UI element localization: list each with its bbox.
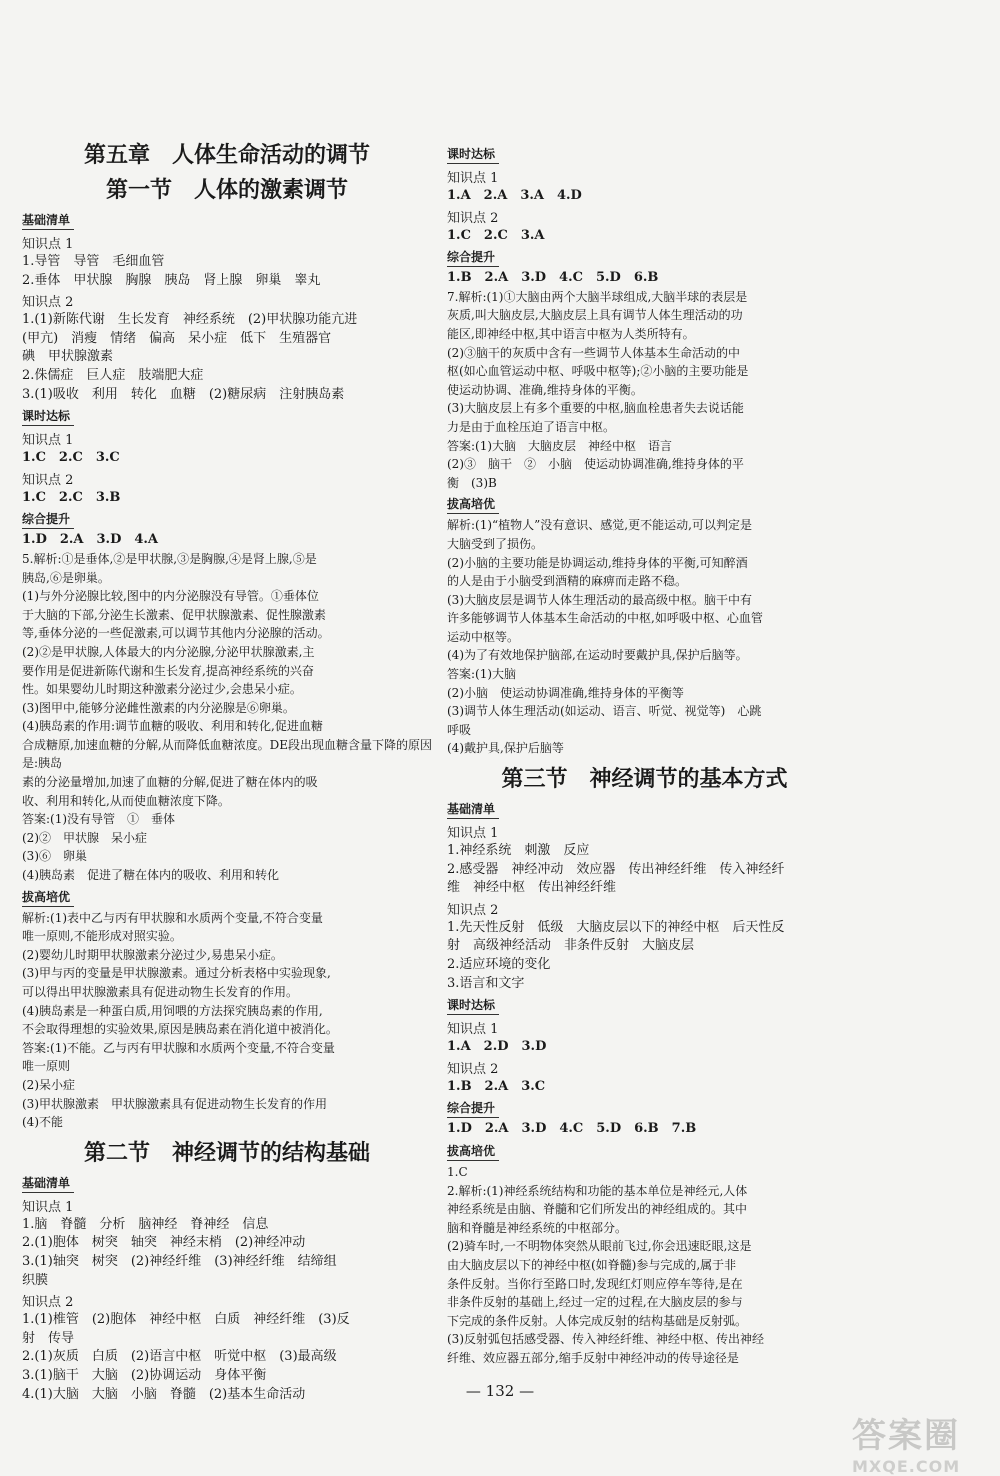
text-line: (3)甲与丙的变量是甲状腺激素。通过分析表格中实验现象, xyxy=(22,966,331,981)
watermark xyxy=(852,1408,982,1476)
text-line: 1.先天性反射 低级 大脑皮层以下的神经中枢 后天性反 xyxy=(447,919,785,935)
s1-comp-answers: 1.D 2.A 3.D 4.A xyxy=(22,532,159,548)
text-line: 解析:(1)“植物人”没有意识、感觉,更不能运动,可以判定是 xyxy=(447,518,752,533)
page-number: — 132 — xyxy=(465,1382,535,1400)
text-line: 合成糖原,加速血糖的分解,从而降低血糖浓度。DE段出现血糖含量下降的原因是:胰岛 xyxy=(22,737,433,771)
s2-kp1: 知识点 1 xyxy=(22,1199,74,1215)
text-line: (1)与外分泌腺比较,图中的内分泌腺没有导管。①垂体位 xyxy=(22,589,319,604)
text-line: 4.(1)大脑 大脑 小脑 脊髓 (2)基本生命活动 xyxy=(22,1386,306,1402)
s2-kp2: 知识点 2 xyxy=(22,1295,74,1311)
s3-comp-answers: 1.D 2.A 3.D 4.C 5.D 6.B 7.B xyxy=(447,1121,697,1137)
s3-lesson-kp2-answers: 1.B 2.A 3.C xyxy=(447,1078,546,1094)
text-line: (4)不能 xyxy=(22,1115,63,1130)
text-line: 衡 (3)B xyxy=(447,475,497,490)
s1-adv-heading: 拔高培优 xyxy=(22,888,74,907)
text-line: 唯一原则 xyxy=(22,1059,71,1074)
s1-lesson-heading: 课时达标 xyxy=(22,407,74,426)
text-line: 许多能够调节人体基本生命活动的中枢,如呼吸中枢、心血管 xyxy=(447,611,763,626)
s3-adv-heading: 拔高培优 xyxy=(447,1142,499,1161)
text-line: (3)图甲中,能够分泌雌性激素的内分泌腺是⑥卵巢。 xyxy=(22,700,295,715)
text-line: 解析:(1)表中乙与丙有甲状腺和水质两个变量,不符合变量 xyxy=(22,910,323,925)
s2-comp-answers: 1.B 2.A 3.D 4.C 5.D 6.B xyxy=(447,270,659,286)
text-line: 条件反射。当你行至路口时,发现红灯则应停车等待,是在 xyxy=(447,1276,743,1291)
text-line: (2)③脑干的灰质中含有一些调节人体基本生命活动的中 xyxy=(447,345,741,360)
text-line: 射 传导 xyxy=(22,1330,75,1346)
text-line: 由大脑皮层以下的神经中枢(如脊髓)参与完成的,属于非 xyxy=(447,1257,737,1272)
text-line: (3)反射弧包括感受器、传入神经纤维、神经中枢、传出神经 xyxy=(447,1332,765,1347)
s1-lesson-kp2: 知识点 2 xyxy=(22,472,74,488)
text-line: 3.(1)轴突 树突 (2)神经纤维 (3)神经纤维 结缔组 xyxy=(22,1253,337,1269)
s3-lesson-kp1: 知识点 1 xyxy=(447,1022,499,1038)
text-line: (3)调节人体生理活动(如运动、语言、听觉、视觉等) 心跳 xyxy=(447,704,762,719)
text-line: (3)大脑皮层上有多个重要的中枢,脑血栓患者失去说话能 xyxy=(447,401,744,416)
s2-lesson-kp1-answers: 1.A 2.A 3.A 4.D xyxy=(447,188,582,203)
text-line: 素的分泌量增加,加速了血糖的分解,促进了糖在体内的吸 xyxy=(22,775,318,790)
s1-kp1: 知识点 1 xyxy=(22,237,74,252)
text-line: 性。如果婴幼儿时期这种激素分泌过少,会患呆小症。 xyxy=(22,682,302,697)
text-line: 1.神经系统 刺激 反应 xyxy=(447,843,590,859)
text-line: (4)胰岛素的作用:调节血糖的吸收、利用和转化,促进血糖 xyxy=(22,719,323,734)
text-line: (2)小脑 使运动协调准确,维持身体的平衡等 xyxy=(447,685,684,700)
text-line: 1.导管 导管 毛细血管 xyxy=(22,254,165,269)
text-line: (3)甲状腺激素 甲状腺激素具有促进动物生长发育的作用 xyxy=(22,1096,328,1111)
s2-lesson-heading: 课时达标 xyxy=(447,145,499,164)
text-line: (4)戴护具,保护后脑等 xyxy=(447,741,564,756)
s2-kp1-lines xyxy=(22,1216,432,1290)
text-line: (2)③ 脑干 ② 小脑 使运动协调准确,维持身体的平 xyxy=(447,457,744,472)
text-line: 3.(1)吸收 利用 转化 血糖 (2)糖尿病 注射胰岛素 xyxy=(22,386,345,402)
section1-title: 第一节 人体的激素调节 xyxy=(105,178,348,203)
text-line: (2)② 甲状腺 呆小症 xyxy=(22,830,147,845)
text-line: 维 神经中枢 传出神经纤维 xyxy=(447,880,617,896)
s3-basic-heading: 基础清单 xyxy=(447,800,499,819)
text-line: 力是由于血栓压迫了语言中枢。 xyxy=(447,419,616,434)
s3-kp1-lines xyxy=(447,842,842,898)
text-line: (2)呆小症 xyxy=(22,1077,75,1092)
text-line: 2.垂体 甲状腺 胸腺 胰岛 肾上腺 卵巢 睾丸 xyxy=(22,272,321,288)
s2-adv-lines xyxy=(447,516,842,758)
s3-adv-lines xyxy=(447,1163,842,1368)
s1-kp2-lines xyxy=(22,311,432,404)
text-line: (2)小脑的主要功能是协调运动,维持身体的平衡,可知醉酒 xyxy=(447,555,748,570)
s1-adv-lines xyxy=(22,909,432,1132)
text-line: 2.感受器 神经冲动 效应器 传出神经纤维 传入神经纤 xyxy=(447,861,785,877)
s2-lesson-kp2: 知识点 2 xyxy=(447,210,499,226)
text-line: 答案:(1)没有导管 ① 垂体 xyxy=(22,812,176,827)
text-line: 等,垂体分泌的一些促激素,可以调节其他内分泌腺的活动。 xyxy=(22,626,330,641)
text-line: (4)为了有效地保护脑部,在运动时要戴护具,保护后脑等。 xyxy=(447,648,748,663)
s1-kp2: 知识点 2 xyxy=(22,295,74,311)
s2-comp-lines xyxy=(447,288,842,493)
text-line: 1.(1)新陈代谢 生长发育 神经系统 (2)甲状腺功能亢进 xyxy=(22,312,358,328)
text-line: 使运动协调、准确,维持身体的平衡。 xyxy=(447,382,643,397)
watermark-logo: 答案圈 xyxy=(852,1416,960,1456)
text-line: 灰质,叫大脑皮层,大脑皮层上具有调节人体生理活动的功 xyxy=(447,308,743,323)
text-line: 答案:(1)大脑 大脑皮层 神经中枢 语言 xyxy=(447,438,673,453)
s3-kp2-lines xyxy=(447,919,842,993)
right-column xyxy=(447,142,842,1368)
text-line: 于大脑的下部,分泌生长激素、促甲状腺激素、促性腺激素 xyxy=(22,607,326,622)
text-line: 收、利用和转化,从而使血糖浓度下降。 xyxy=(22,793,230,808)
s1-comp-heading: 综合提升 xyxy=(22,510,74,529)
text-line: (2)婴幼儿时期甲状腺激素分泌过少,易患呆小症。 xyxy=(22,947,283,962)
text-line: 答案:(1)不能。乙与丙有甲状腺和水质两个变量,不符合变量 xyxy=(22,1040,335,1055)
section2-title: 第二节 神经调节的结构基础 xyxy=(83,1140,370,1166)
chapter-title: 第五章 人体生命活动的调节 xyxy=(83,143,370,168)
s3-comp-heading: 综合提升 xyxy=(447,1099,499,1118)
text-line: 非条件反射的基础上,经过一定的过程,在大脑皮层的参与 xyxy=(447,1295,743,1310)
text-line: 3.语言和文字 xyxy=(447,975,525,991)
s3-lesson-kp2: 知识点 2 xyxy=(447,1061,499,1077)
s1-lesson-kp2-answers: 1.C 2.C 3.B xyxy=(22,489,121,505)
text-line: 要作用是促进新陈代谢和生长发育,提高神经系统的兴奋 xyxy=(22,663,314,678)
text-line: 纤维、效应器五部分,缩手反射中神经冲动的传导途径是 xyxy=(447,1350,739,1365)
s3-lesson-heading: 课时达标 xyxy=(447,996,499,1015)
text-line: 射 高级神经活动 非条件反射 大脑皮层 xyxy=(447,938,695,954)
left-column xyxy=(22,138,432,1404)
text-line: 的人是由于小脑受到酒精的麻痹而走路不稳。 xyxy=(447,574,688,589)
s1-lesson-kp1-answers: 1.C 2.C 3.C xyxy=(22,450,120,466)
text-line: 2.(1)灰质 白质 (2)语言中枢 听觉中枢 (3)最高级 xyxy=(22,1349,337,1365)
s3-kp1: 知识点 1 xyxy=(447,826,499,842)
text-line: 答案:(1)大脑 xyxy=(447,667,517,682)
text-line: 7.解析:(1)①大脑由两个大脑半球组成,大脑半球的表层是 xyxy=(447,289,748,304)
text-line: (2)骑车时,一不明物体突然从眼前飞过,你会迅速眨眼,这是 xyxy=(447,1239,752,1254)
text-line: 脑和脊髓是神经系统的中枢部分。 xyxy=(447,1220,628,1235)
s2-lesson-kp1: 知识点 1 xyxy=(447,171,499,186)
s2-comp-heading: 综合提升 xyxy=(447,248,499,267)
s2-basic-heading: 基础清单 xyxy=(22,1174,74,1193)
text-line: 碘 甲状腺激素 xyxy=(22,349,114,365)
s3-lesson-kp1-answers: 1.A 2.D 3.D xyxy=(447,1039,547,1055)
s2-lesson-kp2-answers: 1.C 2.C 3.A xyxy=(447,227,545,243)
text-line: 织膜 xyxy=(22,1272,49,1288)
watermark-url: MXQE.COM xyxy=(852,1457,961,1476)
s1-kp1-lines xyxy=(22,253,432,290)
s2-adv-heading: 拔高培优 xyxy=(447,495,499,514)
text-line: 神经系统是由脑、脊髓和它们所发出的神经组成的。其中 xyxy=(447,1202,748,1217)
text-line: (3)⑥ 卵巢 xyxy=(22,849,87,864)
text-line: 3.(1)脑干 大脑 (2)协调运动 身体平衡 xyxy=(22,1367,267,1383)
text-line: 1.(1)椎管 (2)胞体 神经中枢 白质 神经纤维 (3)反 xyxy=(22,1312,350,1328)
text-line: 能区,即神经中枢,其中语言中枢为人类所特有。 xyxy=(447,326,695,341)
text-line: 2.侏儒症 巨人症 肢端肥大症 xyxy=(22,367,204,383)
text-line: 2.解析:(1)神经系统结构和功能的基本单位是神经元,人体 xyxy=(447,1183,748,1198)
text-line: 下完成的条件反射。人体完成反射的结构基础是反射弧。 xyxy=(447,1313,748,1328)
text-line: 唯一原则,不能形成对照实验。 xyxy=(22,929,182,944)
text-line: 1.脑 脊髓 分析 脑神经 脊神经 信息 xyxy=(22,1216,269,1232)
s1-basic-heading: 基础清单 xyxy=(22,211,74,230)
text-line: 大脑受到了损伤。 xyxy=(447,536,544,551)
text-line: 不会取得理想的实验效果,原因是胰岛素在消化道中被消化。 xyxy=(22,1022,338,1037)
text-line: 1.C xyxy=(447,1164,468,1179)
text-line: 可以得出甲状腺激素具有促进动物生长发育的作用。 xyxy=(22,985,299,999)
section3-title: 第三节 神经调节的基本方式 xyxy=(501,767,788,793)
s3-kp2: 知识点 2 xyxy=(447,902,499,918)
text-line: (3)大脑皮层是调节人体生理活动的最高级中枢。脑干中有 xyxy=(447,592,753,607)
text-line: 胰岛,⑥是卵巢。 xyxy=(22,570,110,585)
text-line: (2)②是甲状腺,人体最大的内分泌腺,分泌甲状腺激素,主 xyxy=(22,644,315,659)
s1-lesson-kp1: 知识点 1 xyxy=(22,433,74,449)
text-line: 2.适应环境的变化 xyxy=(447,957,551,972)
text-line: 5.解析:①是垂体,②是甲状腺,③是胸腺,④是肾上腺,⑤是 xyxy=(22,551,317,566)
text-line: 2.(1)胞体 树突 轴突 神经末梢 (2)神经冲动 xyxy=(22,1235,306,1251)
text-line: 运动中枢等。 xyxy=(447,629,520,644)
text-line: (4)胰岛素 促进了糖在体内的吸收、利用和转化 xyxy=(22,868,279,883)
text-line: 呼吸 xyxy=(447,722,472,737)
s1-comp-lines xyxy=(22,550,432,885)
text-line: 枢(如心血管运动中枢、呼吸中枢等);②小脑的主要功能是 xyxy=(447,364,749,379)
text-line: (甲亢) 消瘦 情绪 偏高 呆小症 低下 生殖器官 xyxy=(22,330,332,346)
text-line: (4)胰岛素是一种蛋白质,用饲喂的方法探究胰岛素的作用, xyxy=(22,1003,323,1018)
